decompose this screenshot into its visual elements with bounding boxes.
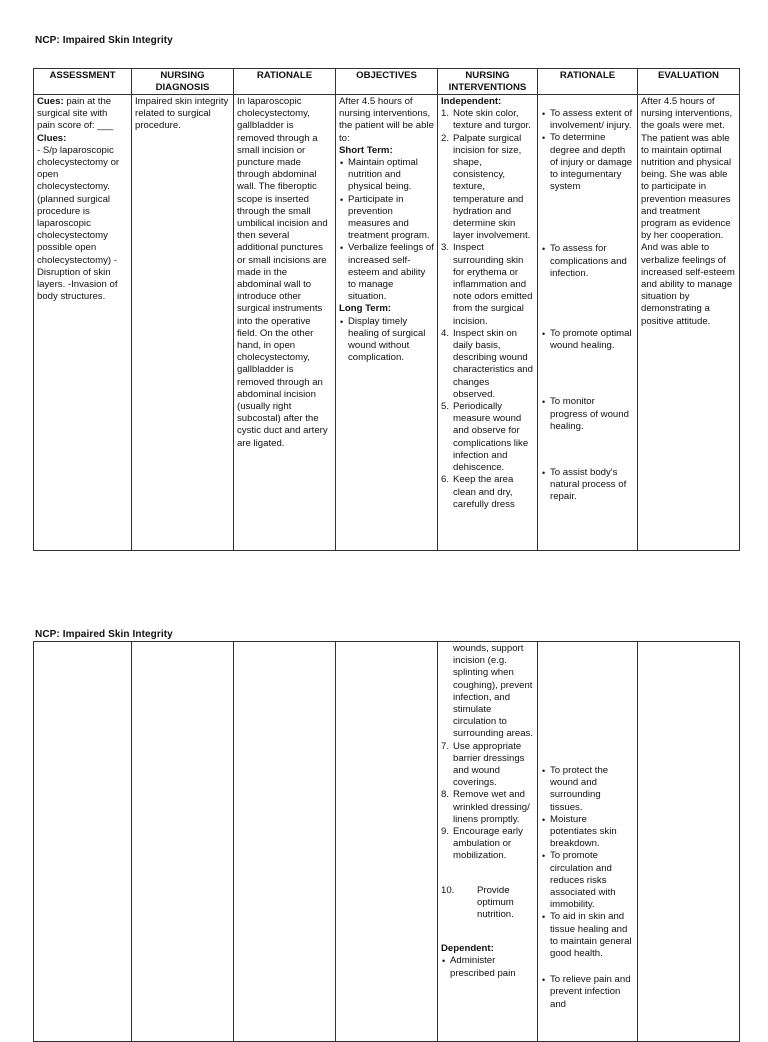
nursing-diagnosis-cell: Impaired skin integrity related to surgical procedure. [132,95,234,551]
list-item: 5. Periodically measure wound and observe for complications like infection and dehiscence. [441,401,529,474]
clues-label: Clues: [37,132,67,144]
nursing-diagnosis-cell [132,642,234,1042]
cues [37,96,128,133]
list-item: • To determine degree and depth of injury or damage to integumentary system [541,132,634,193]
cues-label: Cues: [37,96,64,107]
list-item: • Display timely healing of surgical wound without complication. [339,316,434,365]
list-item: • Verbalize feelings of increased self-esteem and ability to manage situation. [339,242,434,303]
header-nursing-diagnosis: NURSING DIAGNOSIS [132,69,234,95]
list-item: • Maintain optimal nutrition and physical being. [339,157,434,194]
header-assessment: ASSESSMENT [34,69,132,95]
list-item: • To assess for complications and infection. [541,243,634,280]
header-rationale: RATIONALE [234,69,336,95]
list-item: 3. Inspect surrounding skin for erythema or inflammation and note odors emitted from the surgical incision. [441,242,533,327]
objectives-cell [336,95,438,551]
care-plan-table-continued [33,641,740,1042]
header-objectives: OBJECTIVES [336,69,438,95]
assessment-cell [34,95,132,551]
list-item: • To protect the wound and surrounding tissues. [541,765,634,814]
list-item: 1. Note skin color, texture and turgor. [441,108,531,132]
page-title: NCP: Impaired Skin Integrity [35,35,173,46]
table-row [34,95,740,551]
list-item: • To relieve pain and prevent infection and [541,974,634,1011]
header-rationale-2: RATIONALE [538,69,638,95]
dependent-list [441,955,534,979]
rationale-2-cell [538,95,638,551]
short-term-list [339,157,434,303]
table-row [34,642,740,1042]
clues-text: - S/p laparoscopic cholecystectomy or open cholecystectomy. (planned surgical procedure is laparoscopic cholecystectomy possible open cholecystectomy) -Disruption of skin layers. -Invasion of body structures. [37,144,120,303]
independent-label: Independent: [441,96,502,107]
list-item: • To promote optimal wound healing. [541,328,634,352]
long-term-label: Long Term: [339,303,392,315]
rationale-list [541,765,634,1011]
interventions-list [441,108,534,511]
list-item: • Administer prescribed pain [441,955,534,979]
list-item: 2. Palpate surgical incision for size, shape, consistency, texture, temperature and hydration and determine skin layer involvement. [441,132,531,242]
header-row [34,69,740,95]
short-term-label: Short Term: [339,144,393,156]
list-item: 6. Keep the area clean and dry, carefully dress [441,474,515,510]
evaluation-cell [638,642,740,1042]
rationale-2-cell [538,642,638,1042]
long-term-list [339,316,434,365]
care-plan-table [33,68,740,551]
list-item: • To assist body's natural process of repair. [541,467,634,504]
dependent-label: Dependent: [441,943,494,955]
list-item: • To promote circulation and reduces risks associated with immobility. [541,850,634,911]
rationale-cell [234,642,336,1042]
list-item: • To monitor progress of wound healing. [541,396,634,433]
interventions-cell [438,642,538,1042]
header-nursing-interventions: NURSING INTERVENTIONS [438,69,538,95]
list-item: • To aid in skin and tissue healing and to maintain general good health. [541,911,634,960]
header-evaluation: EVALUATION [638,69,740,95]
list-item: 10. Provide optimum nutrition. [441,884,514,921]
continued-text: wounds, support incision (e.g. splinting when coughing), prevent infection, and stimulate circulation to surrounding areas. [453,643,533,740]
cues-text: pain at the surgical site with pain score of: ___ [37,96,114,132]
list-item: • Participate in prevention measures and treatment program. [339,194,434,243]
list-item: 7. Use appropriate barrier dressings and wound coverings. [441,740,525,789]
page-title: NCP: Impaired Skin Integrity [35,629,173,640]
interventions-list [441,741,534,863]
list-item: 4. Inspect skin on daily basis, describing wound characteristics and changes observed. [441,327,533,400]
rationale-list [541,108,634,504]
objectives-cell [336,642,438,1042]
evaluation-cell: After 4.5 hours of nursing interventions, the goals were met. The patient was able to maintain optimal nutrition and physical being. She was able to participate in prevention measures and treatment program as evidence by her cooperation. And was able to verbalize feelings of increased self-esteem and ability to manage situation by demonstrating a positive attitude. [638,95,740,551]
objectives-intro: After 4.5 hours of nursing interventions, the patient will be able to: [339,96,434,144]
assessment-cell [34,642,132,1042]
interventions-cell [438,95,538,551]
list-item: 9. Encourage early ambulation or mobilization. [441,826,523,862]
rationale-cell: In laparoscopic cholecystectomy, gallbladder is removed through a small incision or puncture made through abdominal wall. The fiberoptic scope is inserted through the small umbilical incision and then several additional punctures or small incisions are made in the abdominal wall to introduce other surgical instruments into the operative field. On the other hand, in open cholecystectomy, gallbladder is removed through an abdominal incision (usually right subcostal) after the cystic duct and artery are ligated. [234,95,336,551]
list-item: • Moisture potentiates skin breakdown. [541,814,634,851]
list-item: • To assess extent of involvement/ injury. [541,108,634,132]
list-item: 8. Remove wet and wrinkled dressing/ linens promptly. [441,789,530,825]
